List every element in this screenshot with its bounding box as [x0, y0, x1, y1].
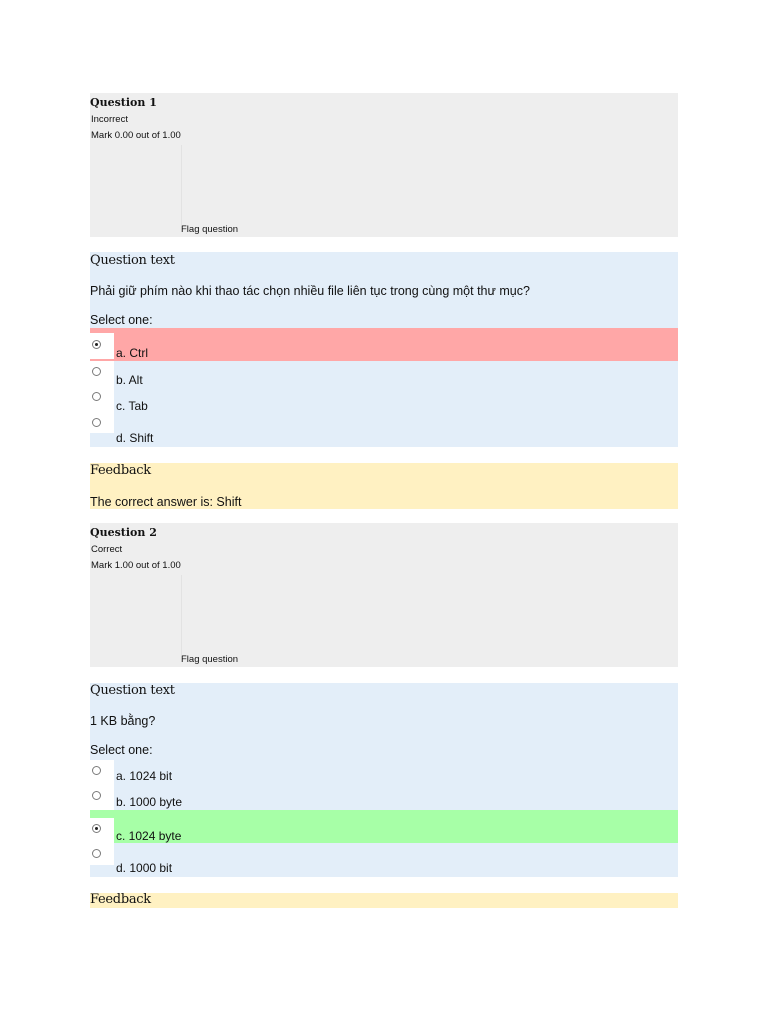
radio-selected[interactable]: [92, 824, 101, 833]
question-2-state: Correct: [91, 544, 123, 555]
question-2-feedback: [90, 893, 678, 908]
question-2-text-heading: Question text: [90, 683, 175, 698]
question-2-option-d[interactable]: [90, 843, 678, 877]
question-2-option-b[interactable]: [90, 786, 678, 810]
radio-button[interactable]: [92, 367, 101, 376]
question-2-text: 1 KB bằng?: [90, 714, 156, 728]
question-1-grade: Mark 0.00 out of 1.00: [91, 130, 181, 141]
radio-button[interactable]: [92, 791, 101, 800]
question-1-prompt: Select one:: [90, 313, 153, 327]
feedback-heading: Feedback: [90, 463, 151, 478]
question-2-option-a[interactable]: [90, 760, 678, 786]
question-1-info: [90, 93, 678, 237]
radio-button[interactable]: [92, 766, 101, 775]
question-2-option-c[interactable]: [90, 810, 678, 843]
radio-selected[interactable]: [92, 340, 101, 349]
option-label: c. 1024 byte: [116, 829, 182, 843]
quiz-review-page: [90, 93, 678, 908]
radio-button[interactable]: [92, 392, 101, 401]
radio-button[interactable]: [92, 849, 101, 858]
question-1-feedback: [90, 463, 678, 509]
option-label: a. 1024 bit: [116, 769, 173, 783]
feedback-text: The correct answer is: Shift: [90, 495, 242, 509]
question-2-info: [90, 523, 678, 667]
option-label: b. Alt: [116, 373, 143, 387]
question-1-option-d[interactable]: [90, 413, 678, 447]
question-1-option-a[interactable]: [90, 328, 678, 361]
question-1-flag-button[interactable]: Flag question: [181, 224, 239, 235]
question-1-option-c[interactable]: [90, 387, 678, 413]
option-label: d. Shift: [116, 431, 154, 445]
question-2-number: Question 2: [90, 526, 157, 539]
option-label: d. 1000 bit: [116, 861, 173, 875]
question-1-number: Question 1: [90, 96, 157, 109]
question-1-option-b[interactable]: [90, 361, 678, 387]
question-2-flag-button[interactable]: Flag question: [181, 654, 239, 665]
question-2-formulation: [90, 683, 678, 877]
option-label: c. Tab: [116, 399, 148, 413]
question-2-grade: Mark 1.00 out of 1.00: [91, 560, 181, 571]
option-label: b. 1000 byte: [116, 795, 183, 809]
info-divider: [181, 145, 182, 225]
question-2-prompt: Select one:: [90, 743, 153, 757]
option-label: a. Ctrl: [116, 346, 149, 360]
radio-button[interactable]: [92, 418, 101, 427]
question-1-state: Incorrect: [91, 114, 128, 125]
question-1-text-heading: Question text: [90, 253, 175, 268]
feedback-heading: Feedback: [90, 892, 151, 907]
question-1-text: Phải giữ phím nào khi thao tác chọn nhiều file liên tục trong cùng một thư mục?: [90, 284, 530, 298]
info-divider: [181, 575, 182, 655]
question-1-formulation: [90, 252, 678, 447]
